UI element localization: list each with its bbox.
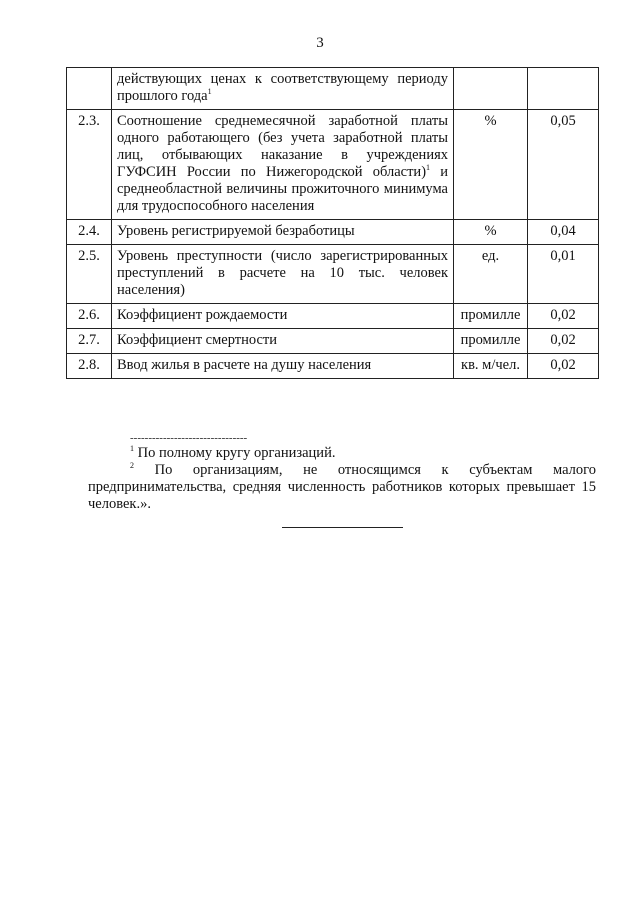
row-number: 2.3. xyxy=(67,110,112,220)
value-cell xyxy=(528,68,599,110)
table-row xyxy=(67,220,599,245)
indicator-name: Ввод жилья в расчете на душу населения xyxy=(112,354,454,379)
table-row xyxy=(67,329,599,354)
indicator-name: действующих ценах к соответствующему периоду прошлого года$^1$ xyxy=(112,68,454,110)
unit-cell: кв. м/чел. xyxy=(454,354,528,379)
footnote-separator: -------------------------------- xyxy=(130,432,248,444)
table-row xyxy=(67,304,599,329)
unit-cell: ед. xyxy=(454,245,528,304)
row-number xyxy=(67,68,112,110)
table-row xyxy=(67,245,599,304)
row-number: 2.4. xyxy=(67,220,112,245)
footnote-ref[interactable]: 1 xyxy=(207,87,212,97)
indicators-table xyxy=(66,67,599,379)
table-row xyxy=(67,110,599,220)
table-row xyxy=(67,68,599,110)
row-number: 2.5. xyxy=(67,245,112,304)
value-cell: 0,02 xyxy=(528,329,599,354)
footnote-2: $^2$ По организациям, не относящимся к субъектам малого предпринимательства, средняя численность работников которых превышает 15 человек.». xyxy=(88,461,596,512)
indicator-name: Соотношение среднемесячной заработной платы одного работающего (без учета заработной платы лиц, отбывающих наказание в учреждениях ГУФСИН России по Нижегородской области)$^1$ и среднеобластной величины прожиточного минимума для трудоспособного населения xyxy=(112,110,454,220)
unit-cell xyxy=(454,68,528,110)
indicator-name: Уровень преступности (число зарегистрированных преступлений в расчете на 10 тыс. человек населения) xyxy=(112,245,454,304)
indicator-name: Уровень регистрируемой безработицы xyxy=(112,220,454,245)
footnote-mark: 1 xyxy=(130,444,134,454)
row-number: 2.8. xyxy=(67,354,112,379)
row-number: 2.7. xyxy=(67,329,112,354)
indicator-name: Коэффициент рождаемости xyxy=(112,304,454,329)
footnote-ref[interactable]: 1 xyxy=(426,163,431,173)
value-cell: 0,01 xyxy=(528,245,599,304)
unit-cell: % xyxy=(454,110,528,220)
unit-cell: промилле xyxy=(454,304,528,329)
end-divider xyxy=(282,527,403,528)
footnote-mark: 2 xyxy=(130,461,134,471)
unit-cell: промилле xyxy=(454,329,528,354)
unit-cell: % xyxy=(454,220,528,245)
row-number: 2.6. xyxy=(67,304,112,329)
value-cell: 0,02 xyxy=(528,304,599,329)
table-row xyxy=(67,354,599,379)
indicator-name: Коэффициент смертности xyxy=(112,329,454,354)
value-cell: 0,04 xyxy=(528,220,599,245)
value-cell: 0,02 xyxy=(528,354,599,379)
footnote-1: $^1$ По полному кругу организаций. xyxy=(130,444,336,461)
footnotes xyxy=(88,445,596,513)
value-cell: 0,05 xyxy=(528,110,599,220)
page-number: 3 xyxy=(316,35,324,51)
